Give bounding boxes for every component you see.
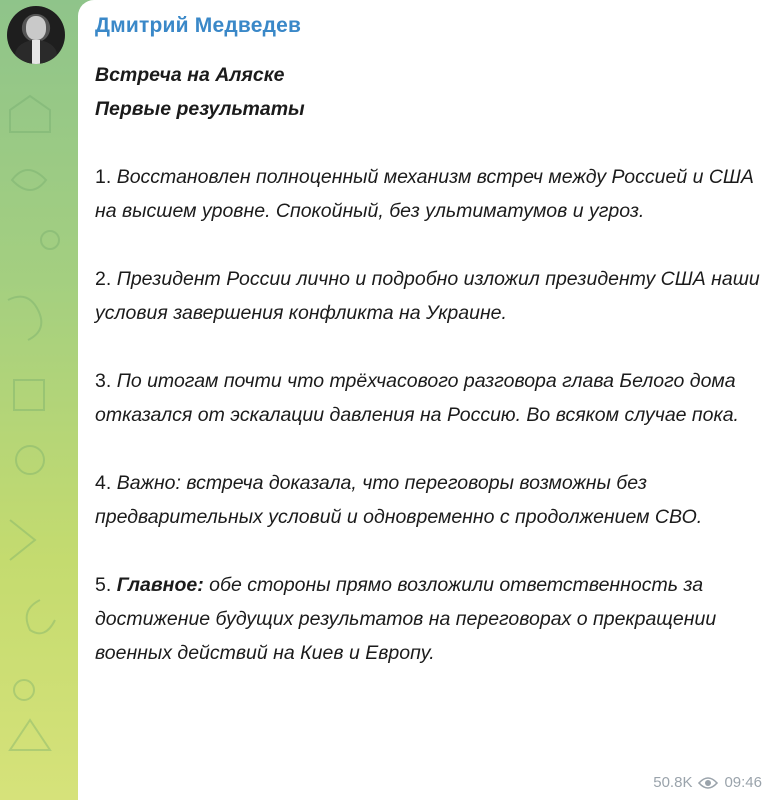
avatar[interactable]: [7, 6, 65, 64]
item-number: 3.: [95, 370, 112, 392]
item-number: 2.: [95, 268, 112, 290]
list-item: [95, 160, 767, 228]
item-number: 1.: [95, 166, 112, 188]
author-name[interactable]: Дмитрий Медведев: [95, 14, 302, 37]
list-item: [95, 568, 767, 670]
list-item: [95, 262, 767, 330]
item-text: Восстановлен полноценный механизм встреч между Россией и США на высшем уровне. Спокойный, без ультиматумов и угроз.: [95, 166, 754, 222]
item-text: Президент России лично и подробно изложил президенту США наши условия завершения конфликта на Украине.: [95, 268, 760, 324]
avatar-face: [26, 16, 46, 40]
message-time: 09:46: [724, 774, 762, 791]
post-title-line-1: Встреча на Аляске: [95, 64, 285, 86]
message-text: [95, 58, 767, 670]
paragraph-gap: [95, 534, 767, 568]
item-text: По итогам почти что трёхчасового разговора глава Белого дома отказался от эскалации давления на Россию. Во всяком случае пока.: [95, 370, 739, 426]
list-item: [95, 364, 767, 432]
message-meta: [653, 774, 762, 791]
paragraph-gap: [95, 432, 767, 466]
item-text: Важно: встреча доказала, что переговоры возможны без предварительных условий и одновременно с продолжением СВО.: [95, 472, 703, 528]
paragraph-gap: [95, 126, 767, 160]
item-number: 5.: [95, 574, 112, 596]
item-number: 4.: [95, 472, 112, 494]
list-item: [95, 466, 767, 534]
views-count: 50.8K: [653, 774, 693, 791]
item-text: обе стороны прямо возложили ответственность за достижение будущих результатов на переговорах о прекращении военных действий на Киев и Европу.: [95, 574, 717, 664]
item-lead: Главное:: [116, 574, 204, 596]
avatar-shirt: [32, 40, 40, 64]
post-title-line-2: Первые результаты: [95, 98, 305, 120]
chat-background-pattern: [0, 0, 80, 800]
paragraph-gap: [95, 228, 767, 262]
paragraph-gap: [95, 330, 767, 364]
message-bubble: [78, 0, 780, 800]
eye-icon: [698, 776, 718, 790]
